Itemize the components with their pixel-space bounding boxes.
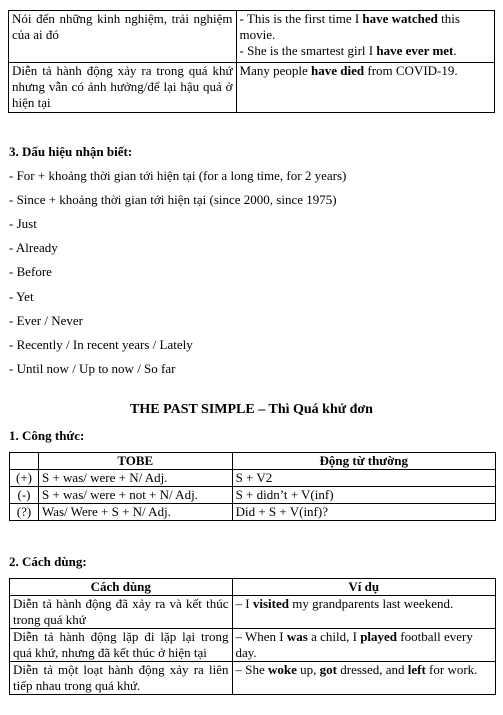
list-item: - Before <box>9 264 52 279</box>
text-run: . <box>453 43 457 58</box>
sign-cell: (-) <box>10 487 39 504</box>
text-run: for work. <box>425 662 478 677</box>
verb-emphasis: played <box>360 629 398 644</box>
table-row <box>10 470 496 487</box>
verb-emphasis: have watched <box>362 11 438 26</box>
table-row <box>9 63 495 113</box>
example-cell <box>236 63 494 113</box>
formula-table <box>9 452 496 521</box>
example-cell <box>236 11 494 63</box>
example-cell <box>232 596 496 629</box>
list-item: - Ever / Never <box>9 313 83 328</box>
verb-emphasis: have ever met <box>376 43 454 58</box>
verb-cell: S + didn’t + V(inf) <box>232 487 495 504</box>
example-line <box>240 43 491 59</box>
list-item: - For + khoảng thời gian tới hiện tại (for a long time, for 2 years) <box>9 168 347 183</box>
table-row <box>10 596 496 629</box>
table-row <box>10 504 496 521</box>
text-run: – When I <box>235 629 287 644</box>
sign-cell: (?) <box>10 504 39 521</box>
tobe-cell: S + was/ were + not + N/ Adj. <box>38 487 232 504</box>
text-run: this movie. <box>239 11 460 42</box>
table-row <box>10 629 496 662</box>
signs-heading: 3. Dấu hiệu nhận biết: <box>9 144 133 159</box>
sign-cell: (+) <box>10 470 39 487</box>
usage-cell: Diễn tả hành động xảy ra trong quá khứ nhưng vẫn có ảnh hưởng/để lại hậu quả ở hiện tại <box>9 63 237 113</box>
text-run: - She is the smartest girl I <box>239 43 377 58</box>
column-header: TOBE <box>38 453 232 470</box>
text-run: – I <box>235 596 253 611</box>
column-header: Cách dùng <box>10 579 233 596</box>
text-run: a child, I <box>307 629 361 644</box>
example-line <box>240 63 491 79</box>
text-run: Many people <box>239 63 312 78</box>
text-run: up, <box>296 662 320 677</box>
past-simple-usage-table <box>9 578 496 695</box>
table-row <box>10 487 496 504</box>
usage-cell: Diễn tả hành động đã xảy ra và kết thúc trong quá khứ <box>10 596 233 629</box>
verb-emphasis: woke <box>268 662 297 677</box>
verb-emphasis: was <box>286 629 308 644</box>
table-header-row <box>10 453 496 470</box>
example-line <box>240 11 491 43</box>
example-cell <box>232 662 496 695</box>
list-item: - Just <box>9 216 37 231</box>
table-row <box>10 662 496 695</box>
verb-emphasis: left <box>407 662 426 677</box>
text-run: my grandparents last weekend. <box>288 596 454 611</box>
usage-cell: Diễn tả một loạt hành động xảy ra liên tiếp nhau trong quá khứ. <box>10 662 233 695</box>
example-cell <box>232 629 496 662</box>
column-header <box>10 453 39 470</box>
usage-heading: 2. Cách dùng: <box>9 554 87 569</box>
text-run: - This is the first time I <box>239 11 363 26</box>
table-row <box>9 11 495 63</box>
list-item: - Since + khoảng thời gian tới hiện tại (since 2000, since 1975) <box>9 192 337 207</box>
usage-cell: Diễn tả hành động lặp đi lặp lại trong quá khứ, nhưng đã kết thúc ở hiện tại <box>10 629 233 662</box>
text-run: football every day. <box>235 629 473 660</box>
usage-cell: Nói đến những kinh nghiệm, trải nghiệm của ai đó <box>9 11 237 63</box>
verb-emphasis: got <box>319 662 337 677</box>
verb-emphasis: visited <box>252 596 289 611</box>
table-header-row <box>10 579 496 596</box>
formula-heading: 1. Công thức: <box>9 428 85 443</box>
tobe-cell: Was/ Were + S + N/ Adj. <box>38 504 232 521</box>
section-title: THE PAST SIMPLE – Thì Quá khứ đơn <box>130 402 373 417</box>
text-run: dressed, and <box>336 662 408 677</box>
tobe-cell: S + was/ were + N/ Adj. <box>38 470 232 487</box>
list-item: - Recently / In recent years / Lately <box>9 337 193 352</box>
verb-cell: S + V2 <box>232 470 495 487</box>
text-run: from COVID-19. <box>364 63 458 78</box>
verb-cell: Did + S + V(inf)? <box>232 504 495 521</box>
column-header: Ví dụ <box>232 579 496 596</box>
list-item: - Yet <box>9 289 34 304</box>
list-item: - Until now / Up to now / So far <box>9 361 176 376</box>
column-header: Động từ thường <box>232 453 495 470</box>
list-item: - Already <box>9 240 58 255</box>
verb-emphasis: have died <box>311 63 365 78</box>
present-perfect-usage-table <box>8 10 495 113</box>
text-run: – She <box>235 662 268 677</box>
